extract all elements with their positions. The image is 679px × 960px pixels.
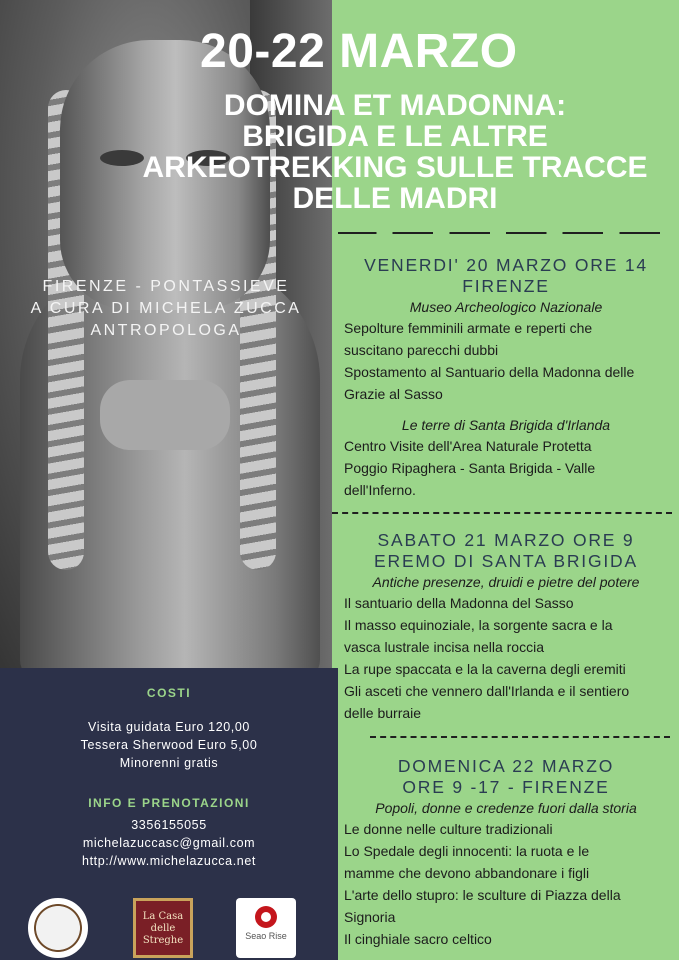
website-link[interactable]: http://www.michelazucca.net [82, 854, 256, 868]
event-line: mamme che devono abbandonare i figli [344, 865, 590, 881]
email-link[interactable]: michelazuccasc@gmail.com [82, 836, 256, 850]
subtitle-line: FIRENZE - PONTASSIEVE [42, 278, 290, 295]
costs-heading: COSTI [146, 686, 192, 700]
event-line: Spostamento al Santuario della Madonna delle [344, 364, 635, 380]
cost-item: Tessera Sherwood Euro 5,00 [80, 738, 258, 752]
event-line: Gli asceti che vennero dall'Irlanda e il sentiero [344, 683, 630, 699]
subtitle-line: A CURA DI MICHELA ZUCCA [30, 300, 302, 317]
tree-logo-icon [28, 898, 88, 958]
event-line: Lo Spedale degli innocenti: la ruota e le [344, 843, 590, 859]
event-sunday [336, 756, 676, 950]
event-line: vasca lustrale incisa nella roccia [344, 639, 544, 655]
event-line: Le donne nelle culture tradizionali [344, 821, 553, 837]
event-friday [336, 255, 676, 501]
headline-line: DELLE MADRI [292, 182, 498, 215]
event-saturday [336, 530, 676, 724]
event-day: VENERDI' 20 MARZO ORE 14 [364, 255, 648, 275]
seao-rise-logo [236, 898, 296, 958]
seao-rise-label: Seao Rise [245, 931, 287, 941]
headline-line: DOMINA ET MADONNA: [223, 89, 567, 122]
casa-streghe-logo: La Casa delle Streghe [133, 898, 193, 958]
separator [332, 512, 672, 514]
event-line: Sepolture femminili armate e reperti che [344, 320, 593, 336]
event-line: dell'Inferno. [344, 482, 416, 498]
event-line: L'arte dello stupro: le sculture di Piazza della [344, 887, 621, 903]
event-place: FIRENZE [462, 276, 550, 296]
event-line: Poggio Ripaghera - Santa Brigida - Valle [344, 460, 596, 476]
seao-ring-icon [255, 906, 277, 928]
event-day: SABATO 21 MARZO ORE 9 [377, 530, 635, 550]
headline-line: ARKEOTREKKING SULLE TRACCE [142, 151, 648, 184]
event-line: delle burraie [344, 705, 422, 721]
event-place: ORE 9 -17 - FIRENZE [402, 777, 610, 797]
location-subtitle [0, 276, 332, 342]
event-subtitle: Le terre di Santa Brigida d'Irlanda [401, 417, 611, 433]
event-line: Il santuario della Madonna del Sasso [344, 595, 574, 611]
event-date-title: 20-22 MARZO [200, 25, 518, 78]
separator [338, 232, 668, 234]
event-line: Grazie al Sasso [344, 386, 443, 402]
event-day: DOMENICA 22 MARZO [397, 756, 615, 776]
event-subtitle: Antiche presenze, druidi e pietre del potere [372, 574, 640, 590]
event-place: EREMO DI SANTA BRIGIDA [374, 551, 638, 571]
phone-number: 3356155055 [131, 818, 207, 832]
event-subtitle: Popoli, donne e credenze fuori dalla storia [375, 800, 637, 816]
event-line: La rupe spaccata e la la caverna degli eremiti [344, 661, 626, 677]
event-subtitle: Museo Archeologico Nazionale [409, 299, 603, 315]
event-line: Signoria [344, 909, 396, 925]
event-line: Il cinghiale sacro celtico [344, 931, 492, 947]
cost-item: Visita guidata Euro 120,00 [87, 720, 250, 734]
event-line: suscitano parecchi dubbi [344, 342, 499, 358]
separator [370, 736, 670, 738]
headline-line: BRIGIDA E LE ALTRE [242, 120, 548, 153]
cost-item: Minorenni gratis [119, 756, 219, 770]
subtitle-line: ANTROPOLOGA [90, 322, 242, 339]
contact-heading: INFO E PRENOTAZIONI [88, 796, 250, 810]
event-line: Centro Visite dell'Area Naturale Protetta [344, 438, 592, 454]
event-headline [120, 90, 670, 214]
event-line: Il masso equinoziale, la sorgente sacra e la [344, 617, 613, 633]
